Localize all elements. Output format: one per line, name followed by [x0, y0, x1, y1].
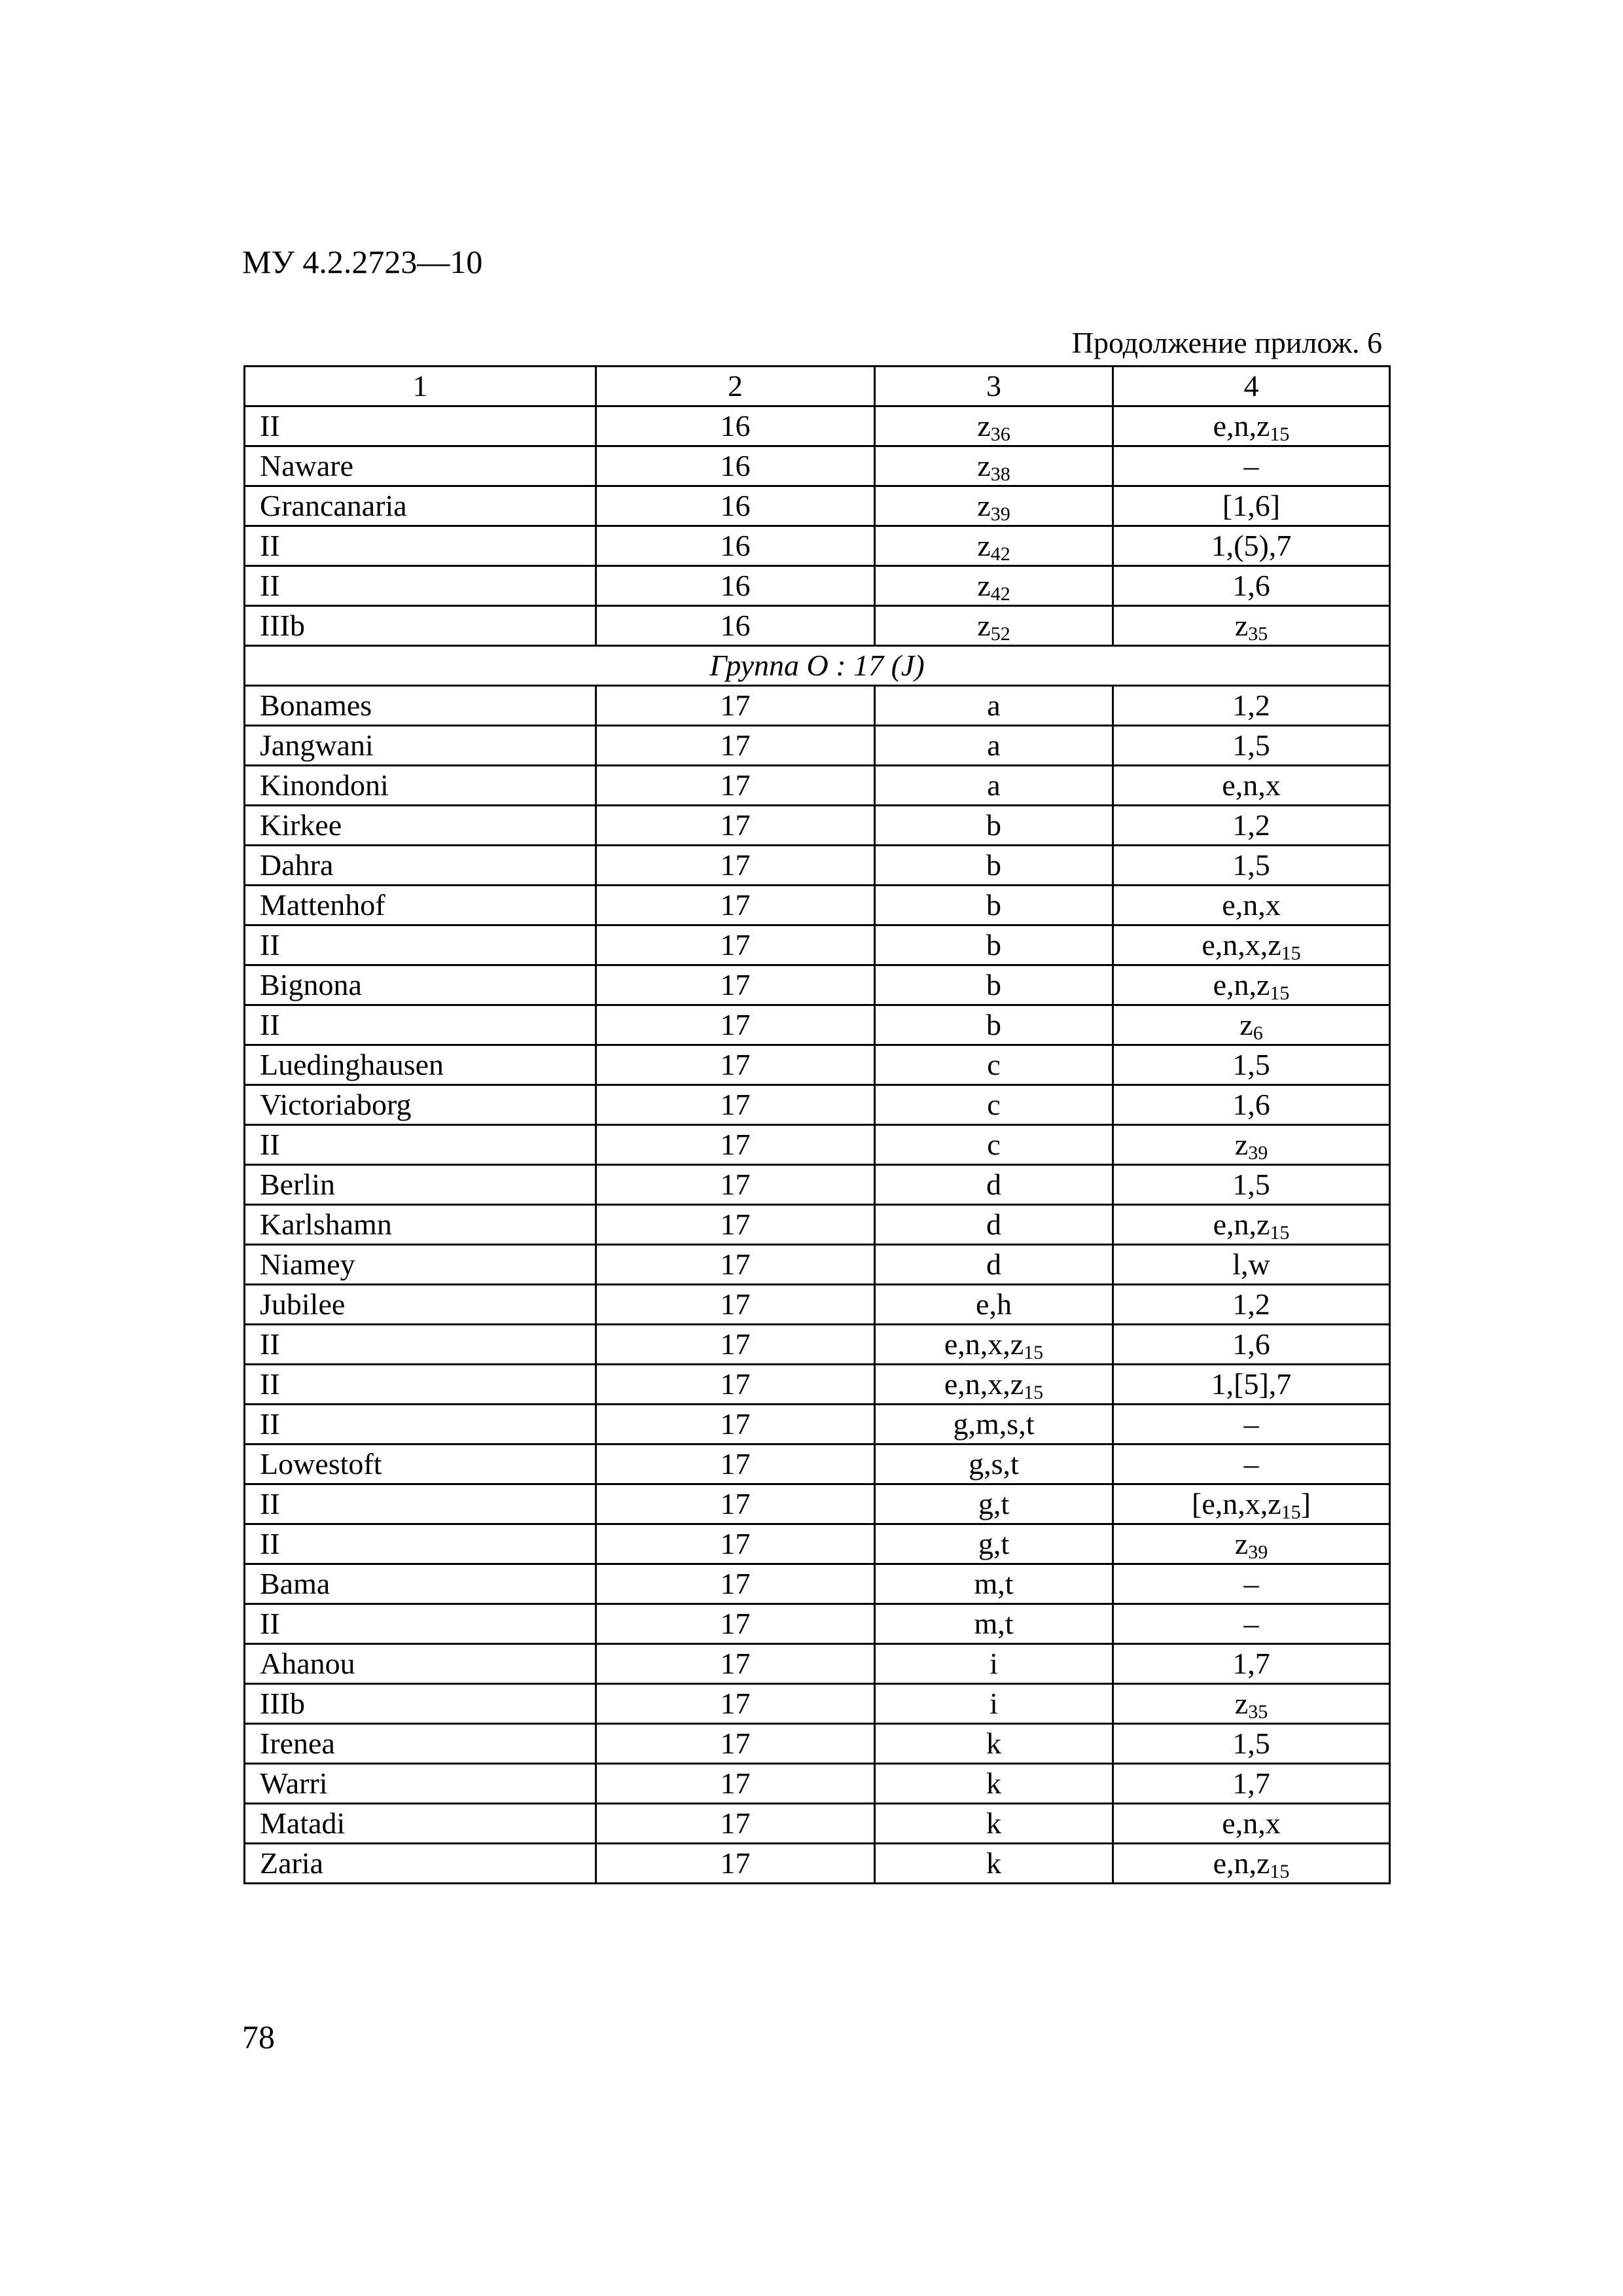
h-antigen-phase2-cell: e,n,x [1113, 766, 1390, 806]
serovar-name-cell: Bama [245, 1564, 596, 1604]
serovar-name-cell: II [245, 1604, 596, 1644]
h-antigen-phase2-cell: $e,n,z_{15}$ [1113, 1844, 1390, 1884]
table-row [245, 686, 1390, 726]
serovar-name-cell: II [245, 1325, 596, 1365]
o-antigen-cell: 17 [596, 1604, 875, 1644]
serovar-name-cell: Ahanou [245, 1644, 596, 1684]
table-row [245, 965, 1390, 1005]
page-header: МУ 4.2.2723—10 [242, 243, 483, 280]
o-antigen-cell: 17 [596, 965, 875, 1005]
h-antigen-phase1-cell: b [875, 886, 1113, 925]
o-antigen-cell: 17 [596, 1165, 875, 1205]
h-antigen-phase1-cell: b [875, 806, 1113, 846]
h-antigen-phase1-cell: g,m,s,t [875, 1405, 1113, 1444]
table-row [245, 1684, 1390, 1724]
h-antigen-phase1-cell: a [875, 766, 1113, 806]
o-antigen-cell: 17 [596, 1484, 875, 1524]
o-antigen-cell: 17 [596, 1405, 875, 1444]
serovar-table [243, 365, 1391, 1884]
h-antigen-phase2-cell: $[e,n,x,z_{15}]$ [1113, 1484, 1390, 1524]
table-row [245, 1444, 1390, 1484]
o-antigen-cell: 17 [596, 1045, 875, 1085]
serovar-name-cell: Victoriaborg [245, 1085, 596, 1125]
h-antigen-phase1-cell: $z_{38}$ [875, 446, 1113, 486]
o-antigen-cell: 17 [596, 686, 875, 726]
column-header: 4 [1113, 367, 1390, 406]
h-antigen-phase2-cell: $z_{39}$ [1113, 1125, 1390, 1165]
h-antigen-phase1-cell: k [875, 1804, 1113, 1844]
table-header-row [245, 367, 1390, 406]
o-antigen-cell: 17 [596, 1365, 875, 1405]
serovar-name-cell: Berlin [245, 1165, 596, 1205]
h-antigen-phase1-cell: d [875, 1245, 1113, 1285]
table-row [245, 1165, 1390, 1205]
o-antigen-cell: 17 [596, 1205, 875, 1245]
h-antigen-phase1-cell: d [875, 1165, 1113, 1205]
h-antigen-phase2-cell: – [1113, 1564, 1390, 1604]
serovar-name-cell: II [245, 1005, 596, 1045]
serovar-name-cell: Zaria [245, 1844, 596, 1884]
serovar-name-cell: Karlshamn [245, 1205, 596, 1245]
table-row [245, 1245, 1390, 1285]
o-antigen-cell: 17 [596, 1804, 875, 1844]
serovar-name-cell: II [245, 925, 596, 965]
h-antigen-phase2-cell: 1,7 [1113, 1644, 1390, 1684]
table-row [245, 806, 1390, 846]
h-antigen-phase1-cell: i [875, 1644, 1113, 1684]
h-antigen-phase2-cell: $e,n,x,z_{15}$ [1113, 925, 1390, 965]
h-antigen-phase1-cell: g,t [875, 1484, 1113, 1524]
h-antigen-phase2-cell: – [1113, 1444, 1390, 1484]
h-antigen-phase2-cell: [1,6] [1113, 486, 1390, 526]
h-antigen-phase1-cell: a [875, 686, 1113, 726]
h-antigen-phase2-cell: 1,2 [1113, 806, 1390, 846]
table-row [245, 846, 1390, 886]
h-antigen-phase1-cell: $z_{42}$ [875, 526, 1113, 566]
serovar-name-cell: Naware [245, 446, 596, 486]
o-antigen-cell: 17 [596, 1005, 875, 1045]
o-antigen-cell: 17 [596, 846, 875, 886]
table-row [245, 1325, 1390, 1365]
table-row [245, 1484, 1390, 1524]
serovar-name-cell: Lowestoft [245, 1444, 596, 1484]
h-antigen-phase1-cell: k [875, 1764, 1113, 1804]
h-antigen-phase2-cell: 1,7 [1113, 1764, 1390, 1804]
o-antigen-cell: 17 [596, 886, 875, 925]
h-antigen-phase1-cell: b [875, 925, 1113, 965]
serovar-name-cell: II [245, 1365, 596, 1405]
o-antigen-cell: 16 [596, 606, 875, 646]
group-row [245, 646, 1390, 686]
serovar-name-cell: IIIb [245, 1684, 596, 1724]
h-antigen-phase2-cell: 1,2 [1113, 686, 1390, 726]
table-row [245, 1804, 1390, 1844]
h-antigen-phase2-cell: 1,2 [1113, 1285, 1390, 1325]
h-antigen-phase2-cell: – [1113, 1405, 1390, 1444]
h-antigen-phase1-cell: b [875, 846, 1113, 886]
h-antigen-phase1-cell: m,t [875, 1604, 1113, 1644]
table-row [245, 886, 1390, 925]
h-antigen-phase1-cell: $z_{39}$ [875, 486, 1113, 526]
serovar-name-cell: Niamey [245, 1245, 596, 1285]
o-antigen-cell: 17 [596, 766, 875, 806]
h-antigen-phase2-cell: 1,6 [1113, 1085, 1390, 1125]
h-antigen-phase1-cell: e,h [875, 1285, 1113, 1325]
h-antigen-phase1-cell: c [875, 1085, 1113, 1125]
h-antigen-phase2-cell: $z_{35}$ [1113, 606, 1390, 646]
h-antigen-phase2-cell: e,n,x [1113, 886, 1390, 925]
o-antigen-cell: 17 [596, 1125, 875, 1165]
table-row [245, 606, 1390, 646]
serovar-name-cell: Mattenhof [245, 886, 596, 925]
h-antigen-phase2-cell: – [1113, 1604, 1390, 1644]
h-antigen-phase1-cell: k [875, 1724, 1113, 1764]
serovar-name-cell: II [245, 1524, 596, 1564]
h-antigen-phase2-cell: 1,[5],7 [1113, 1365, 1390, 1405]
o-antigen-cell: 17 [596, 1844, 875, 1884]
h-antigen-phase1-cell: a [875, 726, 1113, 766]
h-antigen-phase1-cell: b [875, 965, 1113, 1005]
o-antigen-cell: 17 [596, 1325, 875, 1365]
serovar-name-cell: II [245, 1484, 596, 1524]
h-antigen-phase1-cell: d [875, 1205, 1113, 1245]
serovar-name-cell: II [245, 1125, 596, 1165]
h-antigen-phase2-cell: 1,(5),7 [1113, 526, 1390, 566]
serovar-name-cell: Grancanaria [245, 486, 596, 526]
h-antigen-phase1-cell: c [875, 1125, 1113, 1165]
table-body [245, 406, 1390, 1884]
serovar-name-cell: II [245, 406, 596, 446]
serovar-name-cell: Dahra [245, 846, 596, 886]
table-row [245, 1205, 1390, 1245]
serovar-name-cell: Bignona [245, 965, 596, 1005]
o-antigen-cell: 17 [596, 1285, 875, 1325]
h-antigen-phase1-cell: k [875, 1844, 1113, 1884]
h-antigen-phase1-cell: g,s,t [875, 1444, 1113, 1484]
h-antigen-phase2-cell: $z_{35}$ [1113, 1684, 1390, 1724]
serovar-name-cell: Jubilee [245, 1285, 596, 1325]
serovar-name-cell: Jangwani [245, 726, 596, 766]
h-antigen-phase1-cell: g,t [875, 1524, 1113, 1564]
h-antigen-phase1-cell: b [875, 1005, 1113, 1045]
group-heading: Группа O : 17 (J) [245, 646, 1390, 686]
h-antigen-phase2-cell: 1,5 [1113, 1165, 1390, 1205]
h-antigen-phase2-cell: $z_6$ [1113, 1005, 1390, 1045]
h-antigen-phase1-cell: $z_{36}$ [875, 406, 1113, 446]
table-row [245, 1285, 1390, 1325]
h-antigen-phase1-cell: $z_{42}$ [875, 566, 1113, 606]
table-row [245, 566, 1390, 606]
h-antigen-phase2-cell: $e,n,z_{15}$ [1113, 965, 1390, 1005]
o-antigen-cell: 16 [596, 526, 875, 566]
serovar-name-cell: II [245, 566, 596, 606]
table-row [245, 1005, 1390, 1045]
o-antigen-cell: 17 [596, 925, 875, 965]
h-antigen-phase2-cell: $e,n,z_{15}$ [1113, 1205, 1390, 1245]
h-antigen-phase2-cell: 1,6 [1113, 1325, 1390, 1365]
o-antigen-cell: 17 [596, 1724, 875, 1764]
serovar-name-cell: Irenea [245, 1724, 596, 1764]
h-antigen-phase1-cell: i [875, 1684, 1113, 1724]
o-antigen-cell: 17 [596, 726, 875, 766]
h-antigen-phase2-cell: 1,6 [1113, 566, 1390, 606]
column-header: 3 [875, 367, 1113, 406]
table-row [245, 1524, 1390, 1564]
table-row [245, 1724, 1390, 1764]
page-number: 78 [242, 2018, 275, 2055]
h-antigen-phase2-cell: 1,5 [1113, 1724, 1390, 1764]
h-antigen-phase2-cell: 1,5 [1113, 1045, 1390, 1085]
serovar-name-cell: IIIb [245, 606, 596, 646]
o-antigen-cell: 17 [596, 1764, 875, 1804]
serovar-name-cell: Kirkee [245, 806, 596, 846]
column-header: 2 [596, 367, 875, 406]
o-antigen-cell: 16 [596, 486, 875, 526]
table-row [245, 925, 1390, 965]
serovar-name-cell: Luedinghausen [245, 1045, 596, 1085]
h-antigen-phase2-cell: l,w [1113, 1245, 1390, 1285]
serovar-name-cell: Matadi [245, 1804, 596, 1844]
h-antigen-phase2-cell: e,n,x [1113, 1804, 1390, 1844]
serovar-name-cell: II [245, 1405, 596, 1444]
h-antigen-phase2-cell: $z_{39}$ [1113, 1524, 1390, 1564]
table-row [245, 1764, 1390, 1804]
h-antigen-phase2-cell: 1,5 [1113, 726, 1390, 766]
o-antigen-cell: 17 [596, 1644, 875, 1684]
h-antigen-phase1-cell: c [875, 1045, 1113, 1085]
o-antigen-cell: 16 [596, 446, 875, 486]
table-row [245, 406, 1390, 446]
table-row [245, 526, 1390, 566]
serovar-name-cell: Warri [245, 1764, 596, 1804]
table-row [245, 486, 1390, 526]
o-antigen-cell: 17 [596, 1524, 875, 1564]
o-antigen-cell: 16 [596, 566, 875, 606]
o-antigen-cell: 17 [596, 1444, 875, 1484]
continuation-label: Продолжение прилож. 6 [1071, 326, 1382, 359]
o-antigen-cell: 17 [596, 806, 875, 846]
serovar-name-cell: Bonames [245, 686, 596, 726]
h-antigen-phase2-cell: – [1113, 446, 1390, 486]
o-antigen-cell: 17 [596, 1085, 875, 1125]
table-row [245, 1125, 1390, 1165]
o-antigen-cell: 17 [596, 1684, 875, 1724]
h-antigen-phase1-cell: $z_{52}$ [875, 606, 1113, 646]
serovar-name-cell: Kinondoni [245, 766, 596, 806]
o-antigen-cell: 16 [596, 406, 875, 446]
column-header: 1 [245, 367, 596, 406]
table-row [245, 1644, 1390, 1684]
table-row [245, 1844, 1390, 1884]
table-row [245, 766, 1390, 806]
table-row [245, 1564, 1390, 1604]
serovar-name-cell: II [245, 526, 596, 566]
h-antigen-phase1-cell: $e,n,x,z_{15}$ [875, 1325, 1113, 1365]
table-row [245, 726, 1390, 766]
table-row [245, 1045, 1390, 1085]
table-row [245, 1405, 1390, 1444]
o-antigen-cell: 17 [596, 1245, 875, 1285]
o-antigen-cell: 17 [596, 1564, 875, 1604]
table-row [245, 1604, 1390, 1644]
h-antigen-phase2-cell: 1,5 [1113, 846, 1390, 886]
table-row [245, 1085, 1390, 1125]
h-antigen-phase1-cell: m,t [875, 1564, 1113, 1604]
h-antigen-phase1-cell: $e,n,x,z_{15}$ [875, 1365, 1113, 1405]
h-antigen-phase2-cell: $e,n,z_{15}$ [1113, 406, 1390, 446]
table-row [245, 446, 1390, 486]
table-row [245, 1365, 1390, 1405]
